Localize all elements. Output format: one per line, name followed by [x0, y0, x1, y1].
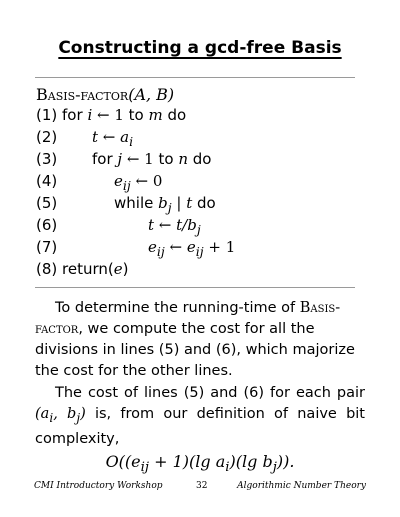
formula-part: )(lg b	[229, 452, 273, 471]
keyword: while	[114, 194, 159, 212]
formula-sub: i	[225, 460, 230, 476]
formula-part: O((e	[105, 452, 141, 471]
algo-line-6	[36, 216, 201, 238]
para2-text: The cost of lines (5) and (6) for each pair	[55, 385, 365, 401]
var: e	[114, 172, 123, 190]
var: t/b	[176, 216, 197, 234]
line-number: (3)	[36, 150, 58, 168]
var: e	[186, 238, 196, 256]
var: n	[178, 150, 188, 168]
algo-line-5	[36, 194, 216, 216]
divides: |	[171, 194, 187, 212]
assign: ← 1	[122, 150, 159, 168]
keyword: do	[187, 150, 212, 168]
subscript: j	[196, 222, 201, 237]
subscript: ij	[156, 244, 165, 259]
line-number: (4)	[36, 172, 58, 190]
arrow: ←	[154, 216, 177, 234]
footer-left: CMI Introductory Workshop	[34, 481, 163, 491]
algorithm-args: (A, B)	[128, 85, 175, 104]
subscript: j	[76, 410, 81, 425]
arrow: ←	[98, 128, 121, 146]
paragraph-cost	[35, 383, 365, 450]
subscript: i	[129, 134, 134, 149]
arrow: ←	[164, 238, 187, 256]
var: m	[148, 106, 163, 124]
algo-line-1	[36, 106, 186, 128]
keyword: for	[92, 150, 118, 168]
var: t	[186, 194, 193, 212]
var: j	[117, 150, 123, 168]
var: t	[92, 128, 99, 146]
line-number: (7)	[36, 238, 58, 256]
var: a	[120, 128, 130, 146]
algorithm-name: Basis-factor	[36, 85, 129, 104]
formula-part: )).	[276, 452, 295, 471]
algo-line-4	[36, 172, 162, 194]
line-number: (5)	[36, 194, 58, 212]
keyword: do	[192, 194, 216, 212]
pair: )	[80, 406, 86, 422]
assign: ← 1	[92, 106, 129, 124]
subscript: j	[167, 200, 172, 215]
var: i	[87, 106, 93, 124]
keyword: for	[62, 106, 88, 124]
keyword: to	[158, 150, 179, 168]
algo-line-8	[36, 260, 129, 282]
var: e	[148, 238, 157, 256]
keyword: return(	[62, 260, 114, 278]
formula-part: + 1)(lg a	[149, 452, 226, 471]
line-number: (8)	[36, 260, 58, 278]
plus-one: + 1	[203, 238, 236, 256]
line-number: (1)	[36, 106, 58, 124]
algo-line-7	[36, 238, 235, 260]
algo-line-2	[36, 128, 133, 150]
keyword: do	[162, 106, 187, 124]
close-paren: )	[122, 260, 129, 278]
line-number: (2)	[36, 128, 58, 146]
assign-rest: ← 0	[130, 172, 163, 190]
keyword: to	[128, 106, 149, 124]
subscript: ij	[122, 178, 131, 193]
bottom-divider	[35, 287, 355, 288]
paragraph-running-time	[35, 298, 365, 382]
footer-right: Algorithmic Number Theory	[237, 481, 366, 491]
algorithm-name-inline: Basis-factor	[35, 300, 341, 337]
formula-sub: j	[272, 460, 277, 476]
pair: , b	[53, 406, 77, 422]
pair: (a	[35, 406, 50, 422]
var: b	[158, 194, 168, 212]
slide-title: Constructing a gcd-free Basis	[58, 38, 342, 58]
algorithm-title	[36, 85, 174, 104]
para1-text: To determine the running-time of	[55, 300, 300, 316]
footer-page-number: 32	[196, 481, 208, 491]
subscript: i	[49, 410, 54, 425]
complexity-formula	[0, 452, 400, 475]
top-divider	[35, 77, 355, 78]
para2-text-rest: is, from our definition of naive bit complexity,	[35, 406, 365, 447]
algo-line-3	[36, 150, 211, 172]
line-number: (6)	[36, 216, 58, 234]
formula-sub: ij	[140, 460, 150, 476]
subscript: ij	[195, 244, 204, 259]
var: t	[148, 216, 155, 234]
para1-text-rest: , we compute the cost for all the divisions in lines (5) and (6), which majorize the cost for the other lines.	[35, 321, 355, 379]
var: e	[113, 260, 123, 278]
